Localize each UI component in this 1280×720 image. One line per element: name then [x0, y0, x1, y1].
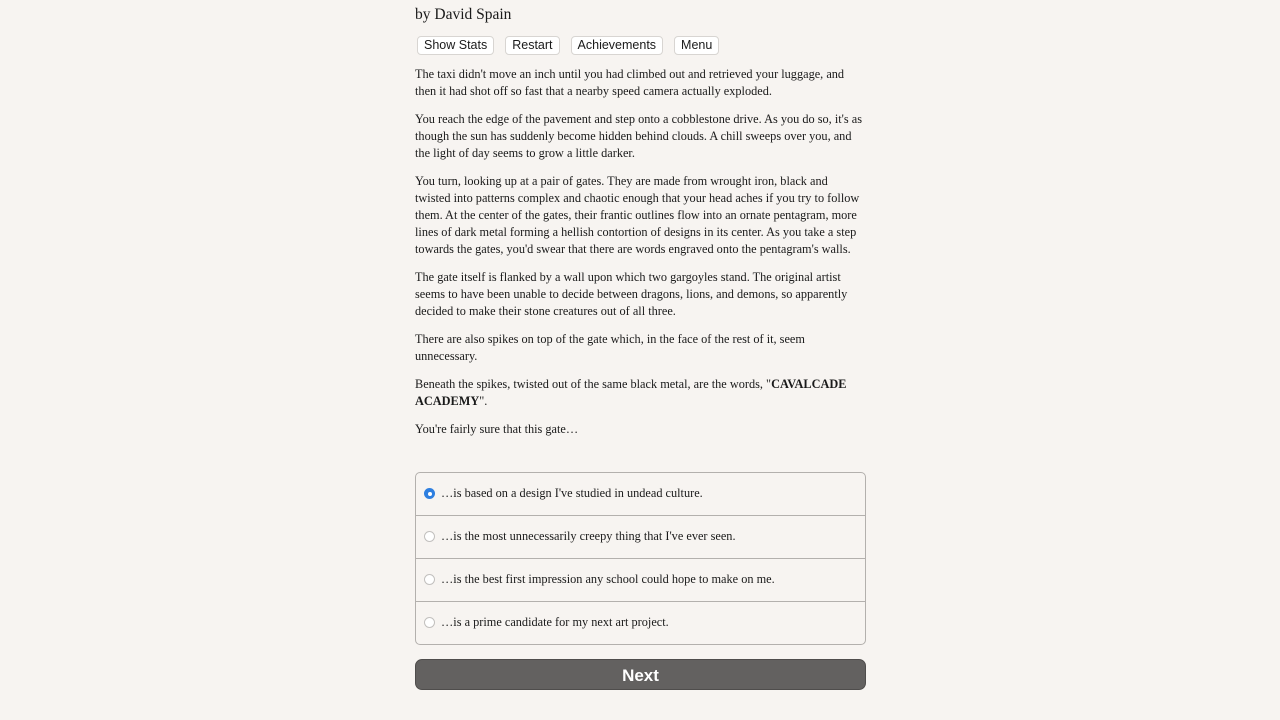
choice-label: …is a prime candidate for my next art project. — [441, 615, 669, 629]
choice-option[interactable] — [416, 559, 865, 602]
choice-option[interactable] — [416, 473, 865, 516]
choice-list — [415, 472, 866, 645]
radio-button[interactable] — [424, 531, 435, 542]
story-paragraph: The taxi didn't move an inch until you had climbed out and retrieved your luggage, and then it had shot off so fast that a nearby speed camera actually exploded. — [415, 67, 845, 98]
choice-option[interactable] — [416, 602, 865, 645]
show-stats-button[interactable]: Show Stats — [417, 36, 494, 55]
story-text — [415, 66, 866, 449]
choice-label: …is the best first impression any school could hope to make on me. — [441, 572, 775, 586]
achievements-button[interactable]: Achievements — [571, 36, 664, 55]
story-paragraph: You reach the edge of the pavement and step onto a cobblestone drive. As you do so, it's as though the sun has suddenly become hidden behind clouds. A chill sweeps over you, and the light of day seems to grow a little darker. — [415, 112, 862, 160]
choice-prompt: You're fairly sure that this gate… — [415, 422, 579, 436]
choice-label: …is based on a design I've studied in undead culture. — [441, 486, 703, 500]
restart-button[interactable]: Restart — [505, 36, 559, 55]
next-button[interactable]: Next — [415, 659, 866, 690]
radio-button[interactable] — [424, 574, 435, 585]
menu-button[interactable]: Menu — [674, 36, 719, 55]
story-paragraph — [415, 376, 866, 410]
radio-button[interactable] — [424, 488, 435, 499]
game-toolbar — [417, 36, 719, 55]
school-name: CAVALCADE ACADEMY — [415, 377, 847, 408]
radio-button[interactable] — [424, 617, 435, 628]
story-text-segment: Beneath the spikes, twisted out of the same black metal, are the words, " — [415, 377, 772, 391]
story-paragraph: The gate itself is flanked by a wall upon which two gargoyles stand. The original artist seems to have been unable to decide between dragons, lions, and demons, so apparently decided to make their stone creatures out of all three. — [415, 270, 848, 318]
story-paragraph: You turn, looking up at a pair of gates. They are made from wrought iron, black and twisted into patterns complex and chaotic enough that your head aches if you try to follow them. At the center of the gates, their frantic outlines flow into an ornate pentagram, more lines of dark metal forming a hellish contortion of designs in its center. As you take a step towards the gates, you'd swear that there are words engraved onto the pentagram's walls. — [415, 174, 860, 256]
story-paragraph: There are also spikes on top of the gate which, in the face of the rest of it, seem unnecessary. — [415, 332, 805, 363]
choice-option[interactable] — [416, 516, 865, 559]
story-text-segment: ". — [479, 394, 488, 408]
choice-label: …is the most unnecessarily creepy thing that I've ever seen. — [441, 529, 736, 543]
author-byline: by David Spain — [415, 6, 512, 23]
